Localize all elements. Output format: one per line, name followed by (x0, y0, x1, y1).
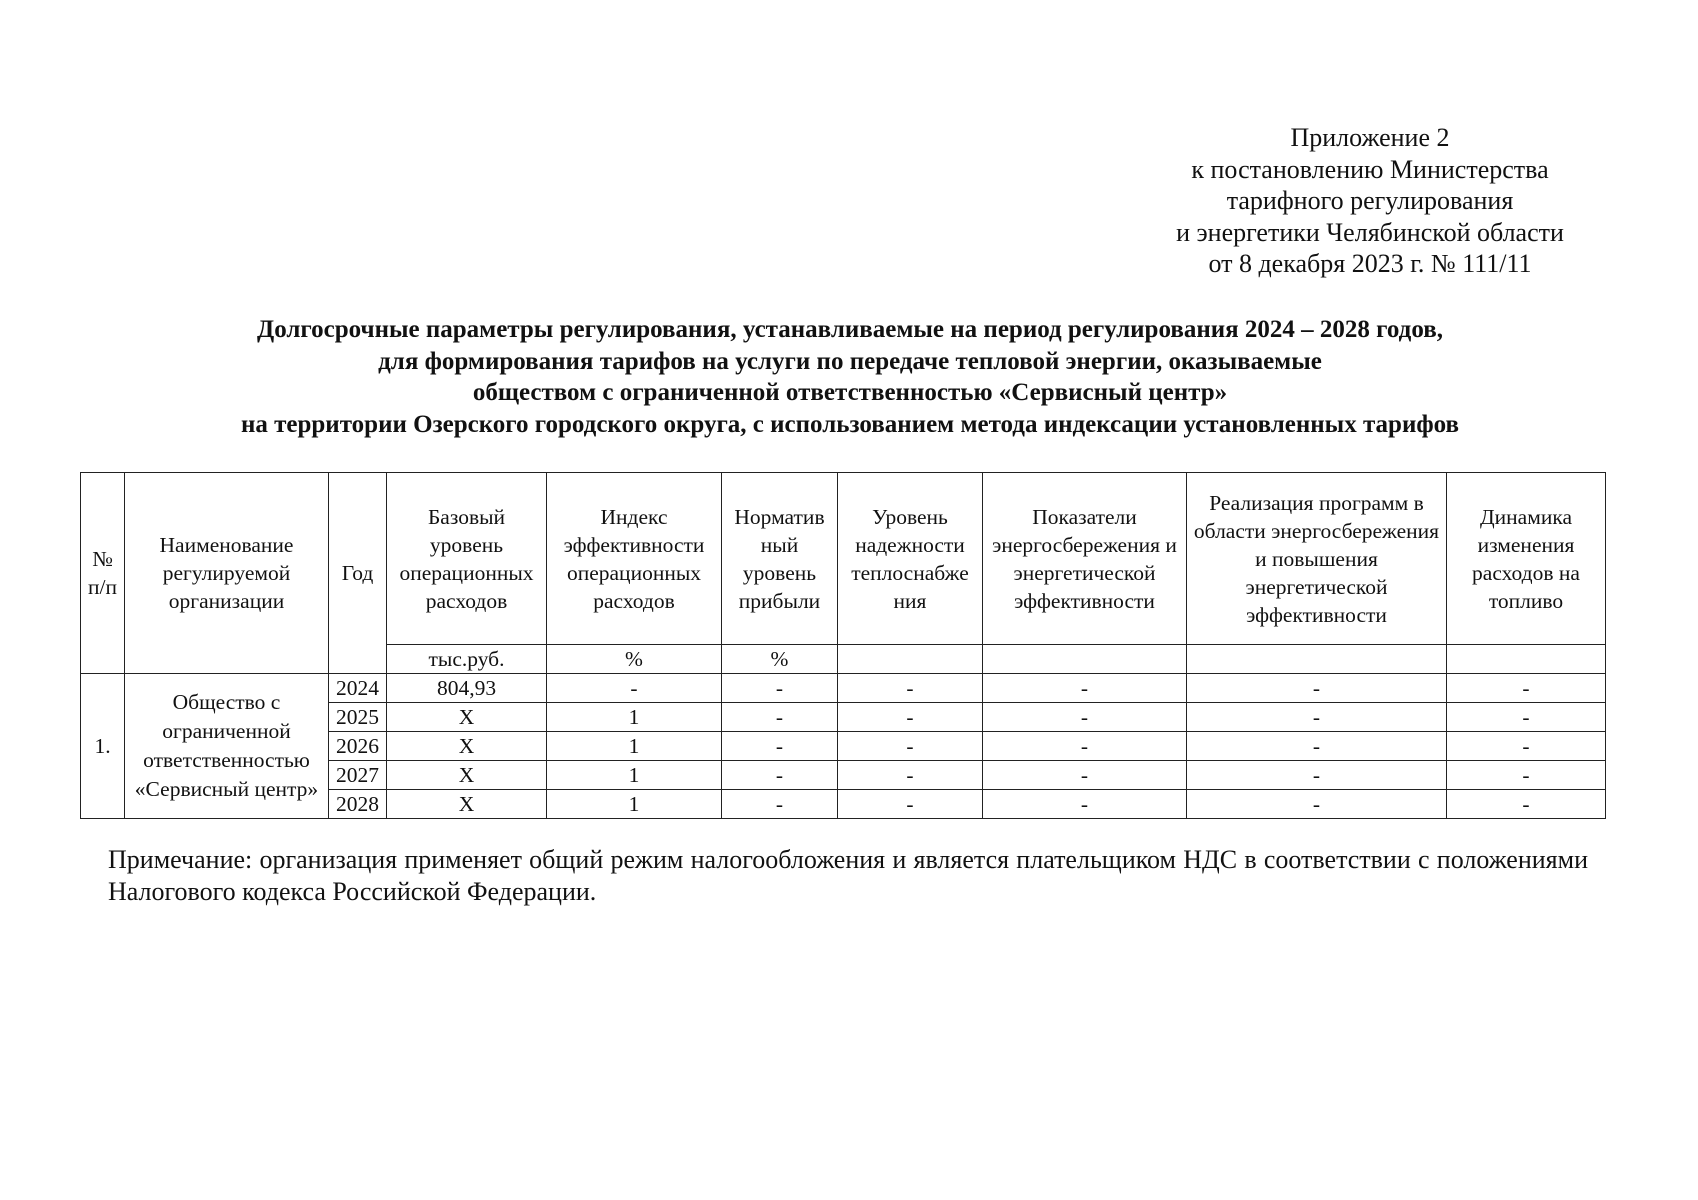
cell-fuel: - (1447, 703, 1606, 732)
title-line: на территории Озерского городского округа, с использованием метода индексации установленных тарифов (240, 410, 1460, 438)
cell-profit: - (722, 761, 838, 790)
unit-program (1187, 645, 1447, 674)
cell-program: - (1187, 790, 1447, 819)
header-fuel-label: Динамика изменения расходов на топливо (1472, 504, 1580, 613)
unit-fuel (1447, 645, 1606, 674)
header-base-label: Базовый уровень операционных расходов (399, 504, 534, 613)
cell-fuel: - (1447, 761, 1606, 790)
cell-reliability: - (838, 790, 983, 819)
cell-program: - (1187, 761, 1447, 790)
appendix-line: и энергетики Челябинской области (1176, 217, 1564, 247)
header-index (547, 473, 722, 645)
header-energy-label: Показатели энергосбережения и энергетической эффективности (992, 504, 1177, 613)
cell-program: - (1187, 674, 1447, 703)
appendix-line: Приложение 2 (1290, 123, 1450, 152)
cell-year: 2026 (329, 732, 387, 761)
header-profit (722, 473, 838, 645)
cell-index: 1 (547, 703, 722, 732)
cell-program: - (1187, 732, 1447, 761)
table-row (81, 674, 1606, 703)
header-reliability-label: Уровень надежности теплоснабже ния (851, 504, 969, 613)
unit-energy (983, 645, 1187, 674)
appendix-line: от 8 декабря 2023 г. № 111/11 (1208, 249, 1532, 278)
header-program (1187, 473, 1447, 645)
cell-base: Х (387, 790, 547, 819)
cell-base: 804,93 (387, 674, 547, 703)
title-line: для формирования тарифов на услуги по передаче тепловой энергии, оказываемые (378, 347, 1322, 375)
unit-base: тыс.руб. (387, 645, 547, 674)
cell-reliability: - (838, 674, 983, 703)
header-year (329, 473, 387, 674)
header-org (125, 473, 329, 674)
header-reliability (838, 473, 983, 645)
cell-reliability: - (838, 761, 983, 790)
title-line: обществом с ограниченной ответственностью «Сервисный центр» (472, 379, 1228, 406)
organization-name-label: Общество с ограниченной ответственностью «Сервисный центр» (134, 690, 319, 801)
cell-index: 1 (547, 761, 722, 790)
header-org-label: Наименование регулируемой организации (159, 533, 294, 613)
cell-energy: - (983, 703, 1187, 732)
header-fuel (1447, 473, 1606, 645)
cell-index: - (547, 674, 722, 703)
row-number: 1. (81, 674, 125, 819)
cell-reliability: - (838, 703, 983, 732)
unit-profit: % (722, 645, 838, 674)
document-title (100, 314, 1600, 440)
appendix-reference (1150, 122, 1590, 280)
cell-index: 1 (547, 732, 722, 761)
appendix-line: к постановлению Министерства (1191, 154, 1549, 184)
appendix-line: тарифного регулирования (1226, 186, 1514, 215)
header-num (81, 473, 125, 674)
unit-reliability (838, 645, 983, 674)
header-profit-label: Норматив ный уровень прибыли (734, 504, 825, 613)
cell-energy: - (983, 732, 1187, 761)
organization-name (125, 674, 329, 819)
cell-energy: - (983, 761, 1187, 790)
unit-index: % (547, 645, 722, 674)
title-line: Долгосрочные параметры регулирования, устанавливаемые на период регулирования 2024 – 2028 годов, (257, 316, 1443, 343)
cell-year: 2027 (329, 761, 387, 790)
cell-fuel: - (1447, 674, 1606, 703)
cell-profit: - (722, 674, 838, 703)
header-year-label: Год (341, 561, 374, 585)
cell-year: 2024 (329, 674, 387, 703)
cell-energy: - (983, 674, 1187, 703)
cell-base: Х (387, 703, 547, 732)
cell-index: 1 (547, 790, 722, 819)
cell-profit: - (722, 703, 838, 732)
cell-energy: - (983, 790, 1187, 819)
cell-fuel: - (1447, 790, 1606, 819)
cell-base: Х (387, 761, 547, 790)
document-note: Примечание: организация применяет общий режим налогообложения и является плательщиком НДС в соответствии с положениями Налогового кодекса Российской Федерации. (108, 845, 1588, 906)
cell-fuel: - (1447, 732, 1606, 761)
header-energy (983, 473, 1187, 645)
header-num-label: № п/п (88, 547, 117, 599)
cell-profit: - (722, 732, 838, 761)
header-program-label: Реализация программ в области энергосбережения и повышения энергетической эффективности (1193, 490, 1440, 627)
cell-base: Х (387, 732, 547, 761)
header-index-label: Индекс эффективности операционных расходов (563, 504, 705, 613)
cell-year: 2028 (329, 790, 387, 819)
cell-year: 2025 (329, 703, 387, 732)
cell-program: - (1187, 703, 1447, 732)
cell-profit: - (722, 790, 838, 819)
cell-reliability: - (838, 732, 983, 761)
parameters-table (80, 472, 1606, 819)
header-base (387, 473, 547, 645)
